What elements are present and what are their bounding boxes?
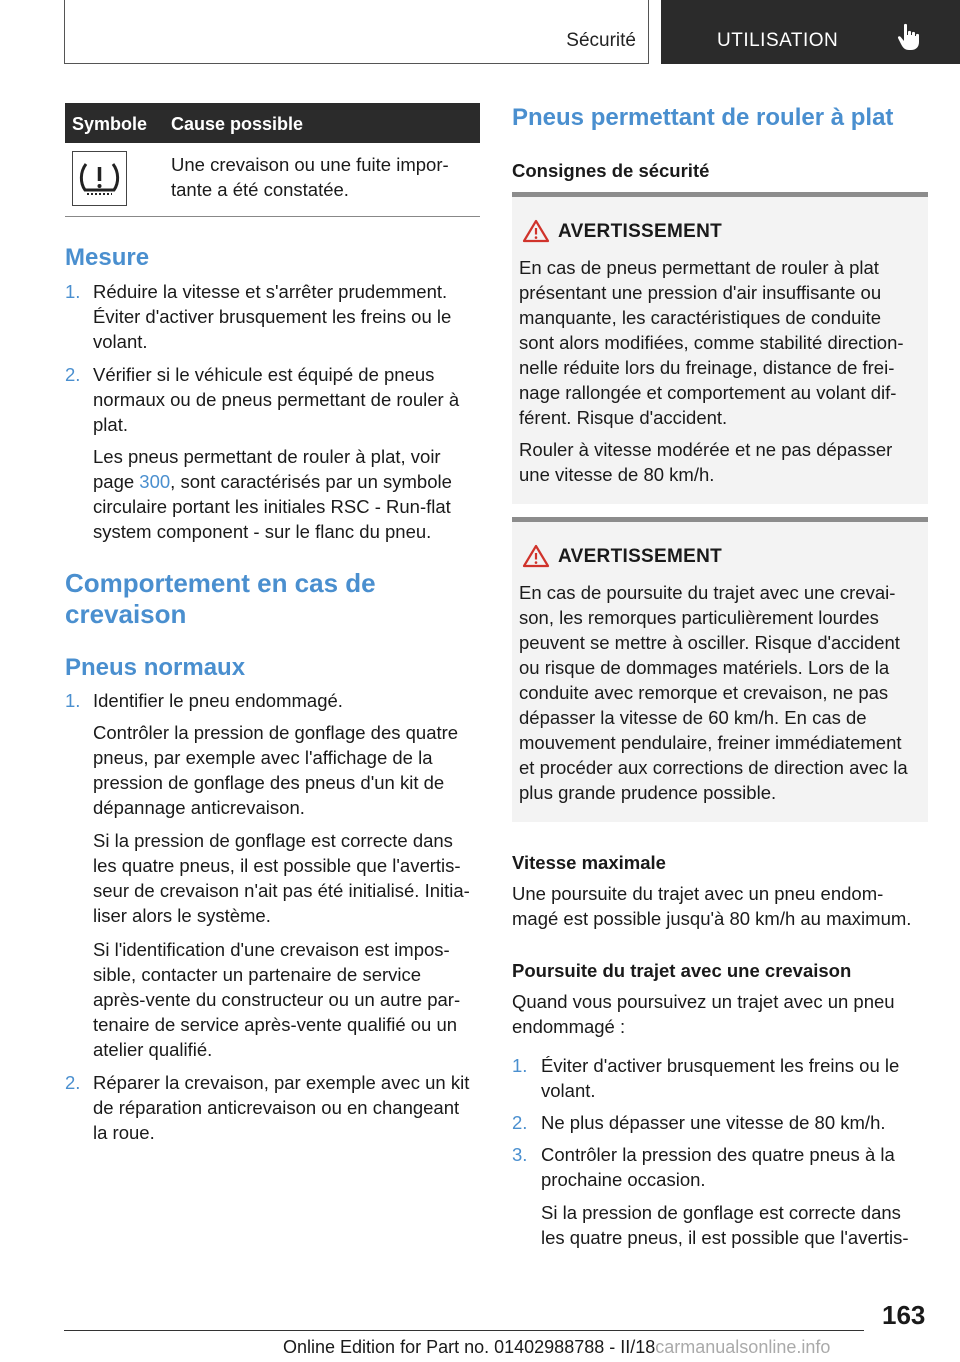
text-line: liser alors le système. — [93, 905, 271, 926]
text-line: Une poursuite du trajet avec un pneu endom- — [512, 883, 884, 904]
list-item — [93, 279, 483, 354]
list-item — [541, 1053, 931, 1103]
list-number: 1. — [512, 1055, 528, 1076]
text-fragment: , sont caractérisés par un symbole — [170, 471, 452, 492]
symbol-cell — [72, 151, 127, 206]
list-item: Identifier le pneu endommagé. — [93, 690, 343, 711]
text-line: conduite avec remorque et crevaison, ne pas — [519, 682, 889, 703]
subheading-poursuite: Poursuite du trajet avec une crevaison — [512, 960, 852, 981]
text-line: endommagé : — [512, 1016, 626, 1037]
watermark-text: carmanualsonline.info — [655, 1337, 831, 1357]
text-line: tenaire de service après-vente qualifié ou un — [93, 1014, 458, 1035]
text-line: Éviter d'activer brusquement les freins ou le — [541, 1055, 900, 1076]
edition-text: Online Edition for Part no. 01402988788 - II/18 — [283, 1337, 656, 1357]
list-number: 2. — [65, 1072, 81, 1093]
text-line: Rouler à vitesse modérée et ne pas dépasser — [519, 439, 893, 460]
text-line: Si l'identification d'une crevaison est impos- — [93, 939, 450, 960]
text-line: Quand vous poursuivez un trajet avec un pneu — [512, 991, 895, 1012]
heading-line: Comportement en cas de — [65, 568, 376, 598]
text-line: pression de gonflage des pneus d'un kit de — [93, 772, 445, 793]
text-line: normaux ou de pneus permettant de rouler à — [93, 389, 460, 410]
paragraph — [512, 989, 932, 1039]
header-section-box — [64, 0, 649, 64]
text-line: les quatre pneus, il est possible que l'avertis- — [541, 1227, 909, 1248]
paragraph — [93, 828, 483, 928]
text-line: magé est possible jusqu'à 80 km/h au maximum. — [512, 908, 912, 929]
warning-title: AVERTISSEMENT — [558, 546, 723, 567]
heading-mesure: Mesure — [65, 244, 150, 271]
text-line: après-vente du constructeur ou un autre par- — [93, 989, 461, 1010]
text-line: En cas de pneus permettant de rouler à plat — [519, 257, 879, 278]
text-line: volant. — [93, 331, 148, 352]
text-line: sont alors modifiées, comme stabilité direction- — [519, 332, 904, 353]
heading-runflat: Pneus permettant de rouler à plat — [512, 104, 894, 131]
table-header-row — [65, 103, 480, 143]
list-item — [93, 362, 483, 437]
text-line: atelier qualifié. — [93, 1039, 213, 1060]
text-line: Contrôler la pression de gonflage des quatre — [93, 722, 459, 743]
text-line: En cas de poursuite du trajet avec une crevai- — [519, 582, 896, 603]
table-row — [65, 143, 480, 217]
text-fragment: page — [93, 471, 140, 492]
text-line: prochaine occasion. — [541, 1169, 706, 1190]
text-line: Réduire la vitesse et s'arrêter prudemment. — [93, 281, 448, 302]
text-line: Éviter d'activer brusquement les freins ou le — [93, 306, 452, 327]
cause-cell — [171, 152, 476, 202]
text-line: Si la pression de gonflage est correcte dans — [541, 1202, 901, 1223]
text-line: circulaire portant les initiales RSC - Run-flat — [93, 496, 451, 517]
warning-box — [512, 192, 928, 504]
text-line: sible, contacter un partenaire de service — [93, 964, 422, 985]
text-line: Si la pression de gonflage est correcte dans — [93, 830, 453, 851]
footer-edition — [283, 1337, 830, 1358]
text-line: de réparation anticrevaison ou en changeant — [93, 1097, 460, 1118]
column-header-cause: Cause possible — [171, 114, 304, 134]
text-line: présentant une pression d'air insuffisante ou — [519, 282, 882, 303]
subheading-vitesse: Vitesse maximale — [512, 852, 666, 873]
header-chapter-box — [661, 0, 960, 64]
text-line: la roue. — [93, 1122, 155, 1143]
footer-divider — [64, 1330, 864, 1331]
warning-title: AVERTISSEMENT — [558, 221, 723, 242]
text-line: Vérifier si le véhicule est équipé de pneus — [93, 364, 435, 385]
column-header-symbol: Symbole — [72, 114, 148, 134]
text-line: Réparer la crevaison, par exemple avec un kit — [93, 1072, 470, 1093]
paragraph — [93, 720, 483, 820]
heading-pneus-normaux: Pneus normaux — [65, 654, 246, 681]
text-line: volant. — [541, 1080, 596, 1101]
cause-line: Une crevaison ou une fuite impor- — [171, 154, 449, 175]
page-link-300[interactable]: 300 — [139, 471, 171, 492]
text-line: system component - sur le flanc du pneu. — [93, 521, 432, 542]
text-line: dépasser la vitesse de 60 km/h. En cas de — [519, 707, 867, 728]
header-section-title: Sécurité — [566, 30, 636, 51]
paragraph — [512, 881, 932, 931]
heading-line: crevaison — [65, 599, 187, 629]
text-line: seur de crevaison n'ait pas été initialisé. Initia- — [93, 880, 470, 901]
text-line: dépannage anticrevaison. — [93, 797, 305, 818]
warning-measure — [519, 437, 923, 487]
text-line: nelle réduite lors du freinage, distance de frei- — [519, 357, 895, 378]
list-item — [93, 1070, 483, 1145]
list-number: 1. — [65, 690, 81, 711]
warning-triangle-icon — [522, 219, 550, 243]
text-line: mouvement pendulaire, freiner immédiatement — [519, 732, 902, 753]
text-line: son, les remorques particulièrement lourdes — [519, 607, 879, 628]
text-line: les quatre pneus, il est possible que l'avertis- — [93, 855, 461, 876]
warning-box — [512, 517, 928, 822]
list-number: 3. — [512, 1144, 528, 1165]
list-item — [541, 1142, 931, 1192]
paragraph — [93, 444, 483, 544]
subheading-consignes: Consignes de sécurité — [512, 160, 710, 181]
heading-comportement — [65, 568, 376, 630]
warning-text — [519, 255, 923, 430]
header-chapter-title: UTILISATION — [717, 30, 839, 51]
text-line: nage rallongée et comportement au volant dif- — [519, 382, 897, 403]
tire-pressure-warning-icon — [73, 152, 126, 205]
cause-line: tante a été constatée. — [171, 179, 349, 200]
text-line: peuvent se mettre à osciller. Risque d'accident — [519, 632, 900, 653]
paragraph — [541, 1200, 931, 1250]
text-line: Les pneus permettant de rouler à plat, voir — [93, 446, 441, 467]
list-number: 2. — [65, 364, 81, 385]
list-number: 1. — [65, 281, 81, 302]
symbol-table — [65, 103, 480, 217]
text-line: une vitesse de 80 km/h. — [519, 464, 715, 485]
hand-pointer-icon — [897, 22, 923, 52]
text-line: ou risque de dommages matériels. Lors de la — [519, 657, 890, 678]
warning-text — [519, 580, 923, 805]
text-line: manquante, les caractéristiques de conduite — [519, 307, 881, 328]
text-line — [93, 469, 483, 494]
page-number: 163 — [882, 1300, 926, 1330]
list-item: Ne plus dépasser une vitesse de 80 km/h. — [541, 1112, 886, 1133]
paragraph — [93, 937, 483, 1062]
list-number: 2. — [512, 1112, 528, 1133]
text-line: férent. Risque d'accident. — [519, 407, 728, 428]
warning-triangle-icon — [522, 544, 550, 568]
text-line: plus grande prudence possible. — [519, 782, 777, 803]
text-line: et procéder aux corrections de direction avec la — [519, 757, 908, 778]
text-line: pneus, par exemple avec l'affichage de la — [93, 747, 433, 768]
text-line: Contrôler la pression des quatre pneus à la — [541, 1144, 895, 1165]
text-line: plat. — [93, 414, 128, 435]
